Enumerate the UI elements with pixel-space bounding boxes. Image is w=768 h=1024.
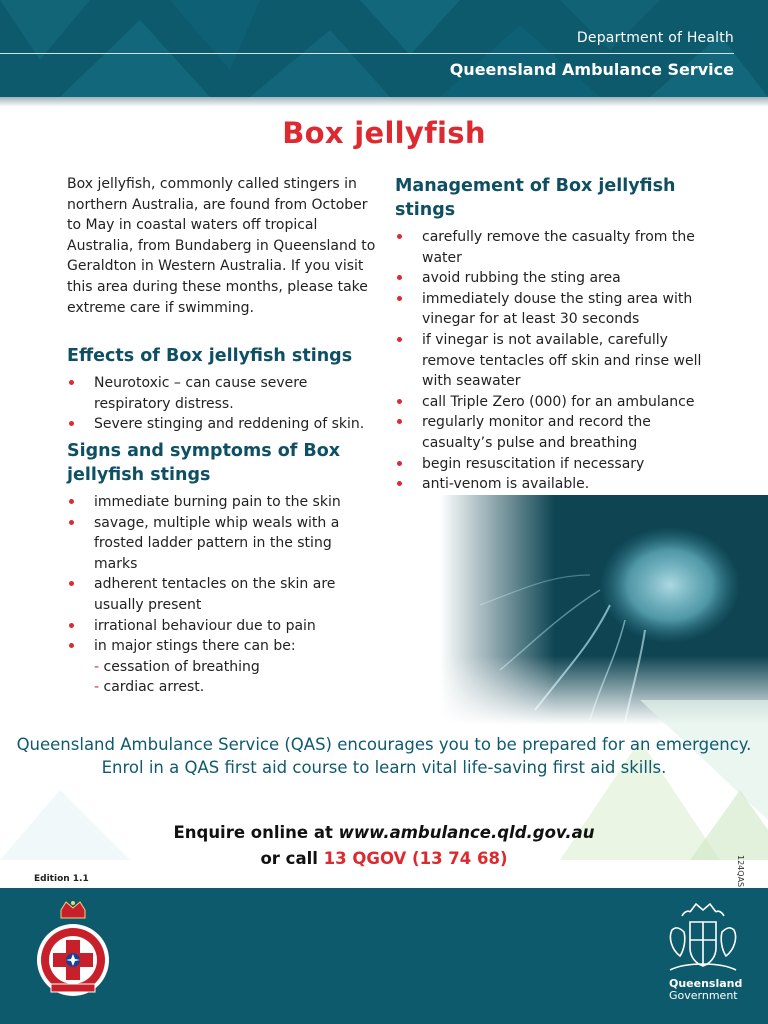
signs-heading: Signs and symptoms of Box jellyfish stings xyxy=(67,440,341,485)
enquire-block xyxy=(0,820,768,872)
encourage-message: Queensland Ambulance Service (QAS) encourages you to be prepared for an emergency. Enrol in a QAS first aid course to learn vital life-saving first aid skills. xyxy=(16,735,752,777)
website-link[interactable]: www.ambulance.qld.gov.au xyxy=(338,823,595,842)
call-prefix: or call xyxy=(260,849,318,868)
queensland-government-wordmark: Queensland Government xyxy=(669,977,743,1002)
left-column xyxy=(67,174,379,698)
list-item: carefully remove the casualty from the water xyxy=(395,227,705,268)
list-item: Neurotoxic – can cause severe respiratory distress. xyxy=(67,373,379,414)
list-item: Severe stinging and reddening of skin. xyxy=(67,414,379,435)
signs-list xyxy=(67,492,379,657)
header-banner xyxy=(0,0,768,97)
jellyfish-image xyxy=(440,495,768,725)
phone-number[interactable]: 13 QGOV (13 74 68) xyxy=(323,849,508,868)
header-pattern xyxy=(0,0,768,97)
footer-banner xyxy=(0,888,768,1024)
intro-paragraph: Box jellyfish, commonly called stingers in northern Australia, are found from October to May in coastal waters off tropical Australia, from Bundaberg in Queensland to Geraldton in Western Australia. If you visit this area during these months, please take extreme care if swimming. xyxy=(67,176,376,316)
list-item: adherent tentacles on the skin are usually present xyxy=(67,574,379,615)
management-heading: Management of Box jellyfish stings xyxy=(395,176,676,220)
list-item: begin resuscitation if necessary xyxy=(395,454,705,475)
list-item: immediate burning pain to the skin xyxy=(67,492,379,513)
department-name: Department of Health xyxy=(576,30,734,46)
list-item: immediately douse the sting area with vinegar for at least 30 seconds xyxy=(395,289,705,330)
list-item: call Triple Zero (000) for an ambulance xyxy=(395,392,705,413)
list-item: savage, multiple whip weals with a frosted ladder pattern in the sting marks xyxy=(67,513,379,575)
enquire-prefix: Enquire online at xyxy=(173,823,333,842)
management-list xyxy=(395,227,705,495)
edition-label: Edition 1.1 xyxy=(34,874,89,884)
header-divider xyxy=(0,53,734,54)
list-item: avoid rubbing the sting area xyxy=(395,268,705,289)
sub-list-item: - cardiac arrest. xyxy=(94,679,205,696)
queensland-government-crest-icon xyxy=(662,900,744,976)
list-item: irrational behaviour due to pain xyxy=(67,616,379,637)
qas-emblem-icon xyxy=(33,900,113,1000)
list-item: regularly monitor and record the casualty’s pulse and breathing xyxy=(395,412,705,453)
service-name: Queensland Ambulance Service xyxy=(449,60,734,79)
list-item: if vinegar is not available, carefully remove tentacles off skin and rinse well with seawater xyxy=(395,330,705,392)
list-item: in major stings there can be: xyxy=(67,636,379,657)
sub-list-item: - cessation of breathing xyxy=(94,658,260,675)
right-column xyxy=(395,174,705,495)
page-title: Box jellyfish xyxy=(282,116,486,150)
document-code: 124QAS xyxy=(736,855,745,888)
list-item: anti-venom is available. xyxy=(395,474,705,495)
header-shadow xyxy=(0,97,768,107)
effects-heading: Effects of Box jellyfish stings xyxy=(67,346,353,367)
effects-list xyxy=(67,373,379,435)
